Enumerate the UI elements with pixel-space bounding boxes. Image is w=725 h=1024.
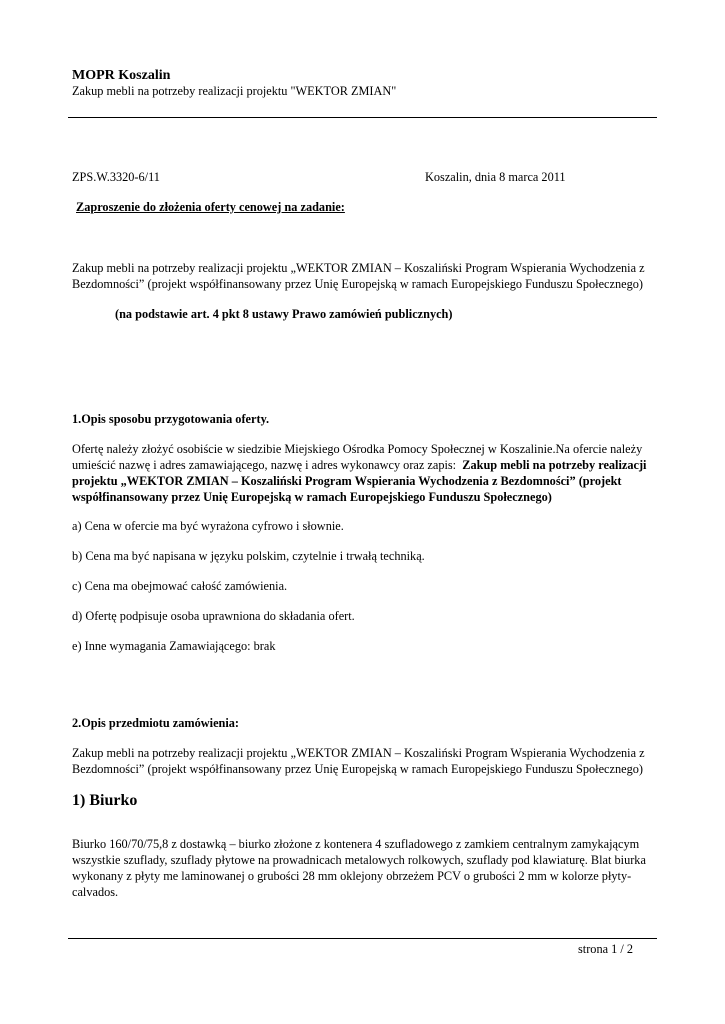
section-1-line-2-bold: Zakup mebli na potrzeby realizacji bbox=[462, 458, 647, 472]
header-rule bbox=[68, 117, 657, 118]
item-description-line: wszystkie szuflady, szuflady płytowe na prowadnicach metalowych rolkowych, szuflady pod klawiaturę. Blat biurka bbox=[72, 853, 646, 867]
section-2-line-2: Bezdomności” (projekt współfinansowany przez Unię Europejską w ramach Europejskiego Funduszu Społecznego) bbox=[72, 762, 643, 776]
header-subject: Zakup mebli na potrzeby realizacji projektu "WEKTOR ZMIAN" bbox=[72, 84, 397, 98]
requirement-item: c) Cena ma obejmować całość zamówienia. bbox=[72, 579, 288, 593]
header-org: MOPR Koszalin bbox=[72, 68, 171, 83]
page-number: strona 1 / 2 bbox=[578, 942, 633, 956]
item-description-line: wykonany z płyty me laminowanej o grubości 28 mm oklejony obrzeżem PCV o grubości 2 mm w kolorze płyty- bbox=[72, 869, 632, 883]
legal-basis: (na podstawie art. 4 pkt 8 ustawy Prawo zamówień publicznych) bbox=[115, 307, 453, 321]
footer-rule bbox=[68, 938, 657, 939]
invitation-heading: Zaproszenie do złożenia oferty cenowej na zadanie: bbox=[76, 200, 345, 214]
item-heading-biurko: 1) Biurko bbox=[72, 792, 138, 809]
requirement-item: b) Cena ma być napisana w języku polskim, czytelnie i trwałą techniką. bbox=[72, 549, 425, 563]
section-2-line-1: Zakup mebli na potrzeby realizacji projektu „WEKTOR ZMIAN – Koszaliński Program Wspierania Wychodzenia z bbox=[72, 746, 645, 760]
section-1-line-2 bbox=[72, 457, 646, 474]
requirement-item: e) Inne wymagania Zamawiającego: brak bbox=[72, 639, 276, 653]
section-1-heading: 1.Opis sposobu przygotowania oferty. bbox=[72, 412, 270, 426]
section-1-line-4: współfinansowany przez Unię Europejską w ramach Europejskiego Funduszu Społecznego) bbox=[72, 490, 552, 504]
requirement-item: a) Cena w ofercie ma być wyrażona cyfrowo i słownie. bbox=[72, 519, 344, 533]
section-1-line-3: projektu „WEKTOR ZMIAN – Koszaliński Program Wspierania Wychodzenia z Bezdomności” (projekt bbox=[72, 474, 622, 488]
requirement-item: d) Ofertę podpisuje osoba uprawniona do składania ofert. bbox=[72, 609, 355, 623]
section-1-line-1: Ofertę należy złożyć osobiście w siedzibie Miejskiego Ośrodka Pomocy Społecznej w Koszalinie.Na ofercie należy bbox=[72, 442, 643, 456]
item-description-line: Biurko 160/70/75,8 z dostawką – biurko złożone z kontenera 4 szufladowego z zamkiem centralnym zamykającym bbox=[72, 837, 640, 851]
section-1-line-2-text: umieścić nazwę i adres zamawiającego, nazwę i adres wykonawcy oraz zapis: bbox=[72, 458, 463, 472]
item-description-line: calvados. bbox=[72, 885, 119, 899]
reference-number: ZPS.W.3320-6/11 bbox=[72, 170, 160, 184]
intro-line-2: Bezdomności” (projekt współfinansowany przez Unię Europejską w ramach Europejskiego Funduszu Społecznego) bbox=[72, 277, 643, 291]
intro-line-1: Zakup mebli na potrzeby realizacji projektu „WEKTOR ZMIAN – Koszaliński Program Wspierania Wychodzenia z bbox=[72, 261, 645, 275]
section-2-heading: 2.Opis przedmiotu zamówienia: bbox=[72, 716, 240, 730]
place-date: Koszalin, dnia 8 marca 2011 bbox=[425, 170, 566, 184]
